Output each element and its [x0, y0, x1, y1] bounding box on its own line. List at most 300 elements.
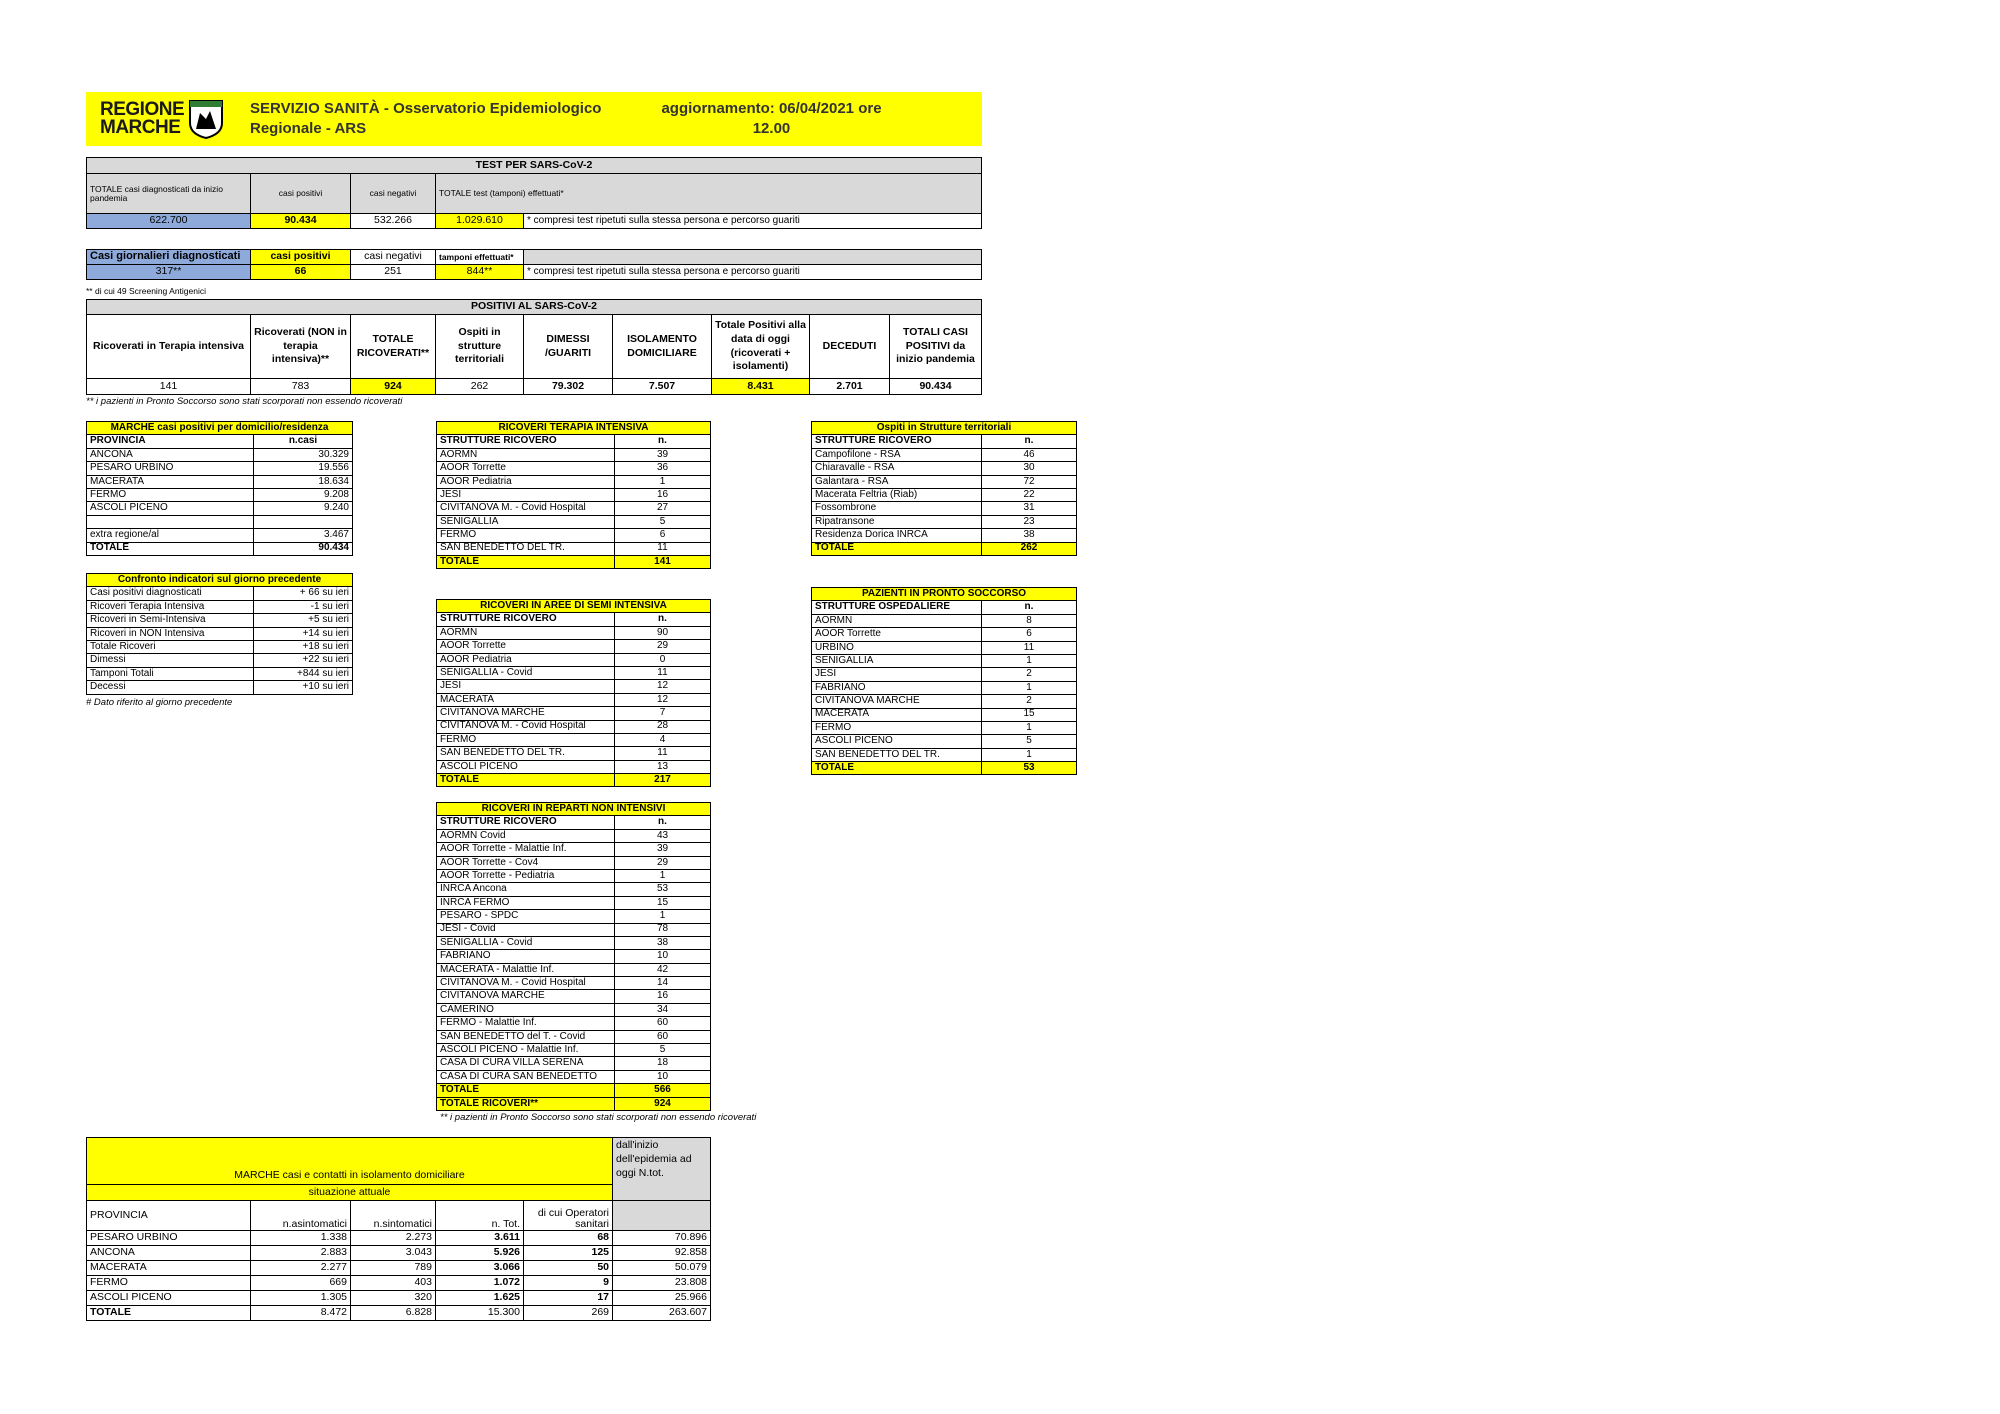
row-value: 5 — [982, 735, 1077, 748]
iso-h-prov: PROVINCIA — [87, 1201, 251, 1231]
row-value: 3.467 — [254, 529, 353, 542]
positivi-value: 141 — [87, 379, 251, 395]
daily-note: * compresi test ripetuti sulla stessa persona e percorso guariti — [524, 265, 982, 280]
list-header: n.casi — [254, 435, 353, 448]
test-title: TEST PER SARS-CoV-2 — [87, 158, 982, 174]
table-row — [87, 681, 353, 694]
row-value: 11 — [615, 747, 711, 760]
row-label: AOOR Pediatria — [437, 653, 615, 666]
nonint-table — [436, 802, 711, 1098]
test-h-neg: casi negativi — [351, 174, 436, 214]
row-label: SENIGALLIA - Covid — [437, 936, 615, 949]
row-value: +14 su ieri — [254, 627, 353, 640]
positivi-value: 924 — [351, 379, 436, 395]
header-title-2: Regionale - ARS — [250, 120, 367, 137]
totric-value: 924 — [615, 1098, 711, 1111]
iso-cell: 70.896 — [613, 1231, 711, 1246]
table-row — [87, 529, 353, 542]
semi-table — [436, 599, 711, 787]
iso-total-cell: 6.828 — [351, 1306, 436, 1321]
table-row — [87, 654, 353, 667]
positivi-title: POSITIVI AL SARS-CoV-2 — [87, 300, 982, 315]
table-row — [437, 829, 711, 842]
iso-cell: 403 — [351, 1276, 436, 1291]
table-row — [437, 1030, 711, 1043]
iso-table — [86, 1137, 711, 1321]
table-row — [437, 950, 711, 963]
iso-h-sin: n.sintomatici — [351, 1201, 436, 1231]
iso-cell: 125 — [524, 1246, 613, 1261]
row-value: 11 — [982, 641, 1077, 654]
row-value: 60 — [615, 1030, 711, 1043]
table-row — [437, 1017, 711, 1030]
row-label: Chiaravalle - RSA — [812, 462, 982, 475]
table-row — [437, 542, 711, 555]
logo-text-1: REGIONE — [100, 98, 185, 120]
table-row — [437, 693, 711, 706]
table-row — [87, 475, 353, 488]
row-value: 9.240 — [254, 502, 353, 515]
row-value: +18 su ieri — [254, 640, 353, 653]
row-label: AOOR Torrette — [437, 462, 615, 475]
table-row — [87, 1276, 711, 1291]
list-header: STRUTTURE RICOVERO — [437, 816, 615, 829]
table-row — [812, 695, 1077, 708]
daily-h-empty — [524, 250, 982, 265]
table-row — [437, 515, 711, 528]
iso-cell: 17 — [524, 1291, 613, 1306]
row-label: FERMO — [812, 721, 982, 734]
table-row — [437, 990, 711, 1003]
table-row — [87, 1291, 711, 1306]
row-value: 29 — [615, 640, 711, 653]
row-value: 18 — [615, 1057, 711, 1070]
row-value: 1 — [982, 681, 1077, 694]
row-label: ANCONA — [87, 448, 254, 461]
table-row — [87, 1246, 711, 1261]
row-label: AORMN — [812, 614, 982, 627]
table-row — [812, 614, 1077, 627]
table-row — [812, 748, 1077, 761]
row-value: 13 — [615, 760, 711, 773]
table-row — [437, 747, 711, 760]
iso-cell: 1.338 — [251, 1231, 351, 1246]
table-row — [437, 923, 711, 936]
row-value: 36 — [615, 462, 711, 475]
row-value: 15 — [982, 708, 1077, 721]
table-row — [812, 529, 1077, 542]
list-header: STRUTTURE RICOVERO — [437, 435, 615, 448]
test-v-total: 622.700 — [87, 214, 251, 229]
daily-h-tamp: tamponi effettuati* — [436, 250, 524, 265]
row-value: 0 — [615, 653, 711, 666]
row-label: MACERATA — [437, 693, 615, 706]
positivi-header: Ricoverati (NON in terapia intensiva)** — [251, 315, 351, 379]
row-value: 5 — [615, 1044, 711, 1057]
iso-cell: 23.808 — [613, 1276, 711, 1291]
table-row — [437, 733, 711, 746]
iso-cell: 5.926 — [436, 1246, 524, 1261]
row-value: 2 — [982, 668, 1077, 681]
test-h-total: TOTALE casi diagnosticati da inizio pandemia — [87, 174, 251, 214]
positivi-value: 8.431 — [712, 379, 810, 395]
daily-h-label: Casi giornalieri diagnosticati — [87, 250, 251, 265]
table-row — [87, 488, 353, 501]
row-value: 28 — [615, 720, 711, 733]
table-row — [437, 760, 711, 773]
row-label: Campofilone - RSA — [812, 448, 982, 461]
total-label: TOTALE — [437, 1084, 615, 1097]
positivi-header: Ricoverati in Terapia intensiva — [87, 315, 251, 379]
table-row — [437, 475, 711, 488]
row-label: JESI — [812, 668, 982, 681]
row-value: 16 — [615, 488, 711, 501]
row-value: 31 — [982, 502, 1077, 515]
table-row — [437, 1003, 711, 1016]
list-title: Ospiti in Strutture territoriali — [812, 422, 1077, 435]
list-header: n. — [615, 435, 711, 448]
positivi-value: 2.701 — [810, 379, 890, 395]
table-row — [812, 448, 1077, 461]
total-value: 262 — [982, 542, 1077, 555]
table-row — [437, 462, 711, 475]
row-label: AOOR Torrette — [812, 628, 982, 641]
table-row — [87, 600, 353, 613]
list-title: RICOVERI IN AREE DI SEMI INTENSIVA — [437, 600, 711, 613]
daily-v-pos: 66 — [251, 265, 351, 280]
table-row — [87, 1231, 711, 1246]
positivi-header: ISOLAMENTO DOMICILIARE — [613, 315, 712, 379]
table-row — [87, 640, 353, 653]
row-value: 22 — [982, 488, 1077, 501]
iso-cell: 1.625 — [436, 1291, 524, 1306]
table-row — [437, 448, 711, 461]
row-label: Dimessi — [87, 654, 254, 667]
row-value: 10 — [615, 950, 711, 963]
table-row — [87, 627, 353, 640]
row-label: PESARO - SPDC — [437, 910, 615, 923]
iso-title: MARCHE casi e contatti in isolamento domiciliare — [87, 1138, 613, 1185]
row-label: AORMN Covid — [437, 829, 615, 842]
row-label: JESI — [437, 488, 615, 501]
iso-cell: 320 — [351, 1291, 436, 1306]
row-label: AOOR Pediatria — [437, 475, 615, 488]
table-row — [812, 475, 1077, 488]
row-value: 34 — [615, 1003, 711, 1016]
positivi-table — [86, 299, 982, 395]
row-label: Macerata Feltria (Riab) — [812, 488, 982, 501]
row-value: 38 — [982, 529, 1077, 542]
daily-h-neg: casi negativi — [351, 250, 436, 265]
row-value: 10 — [615, 1070, 711, 1083]
total-value: 217 — [615, 774, 711, 787]
test-table — [86, 157, 982, 229]
table-row — [87, 1261, 711, 1276]
iso-cell: 3.066 — [436, 1261, 524, 1276]
test-h-pos: casi positivi — [251, 174, 351, 214]
row-value: 12 — [615, 693, 711, 706]
iso-cell: 92.858 — [613, 1246, 711, 1261]
positivi-header: DECEDUTI — [810, 315, 890, 379]
row-label: Totale Ricoveri — [87, 640, 254, 653]
row-label: FABRIANO — [812, 681, 982, 694]
row-label: CIVITANOVA M. - Covid Hospital — [437, 977, 615, 990]
table-row — [812, 708, 1077, 721]
table-row — [812, 654, 1077, 667]
total-label: TOTALE — [437, 555, 615, 568]
row-label: Tamponi Totali — [87, 667, 254, 680]
iso-h-op: di cui Operatori sanitari — [524, 1201, 613, 1231]
table-row — [87, 502, 353, 515]
ps-table — [811, 587, 1077, 775]
row-value: 5 — [615, 515, 711, 528]
row-label: JESI — [437, 680, 615, 693]
positivi-header: TOTALI CASI POSITIVI da inizio pandemia — [890, 315, 982, 379]
row-value: 19.556 — [254, 462, 353, 475]
iso-cell: 50.079 — [613, 1261, 711, 1276]
iso-sub: situazione attuale — [87, 1185, 613, 1201]
row-label: ASCOLI PICENO — [812, 735, 982, 748]
table-row — [437, 1070, 711, 1083]
table-row — [437, 856, 711, 869]
iso-total-cell: 269 — [524, 1306, 613, 1321]
iso-cell: 9 — [524, 1276, 613, 1291]
row-label: Ripatransone — [812, 515, 982, 528]
confronto-note: # Dato riferito al giorno precedente — [86, 697, 233, 708]
row-label: Residenza Dorica INRCA — [812, 529, 982, 542]
table-row — [87, 462, 353, 475]
row-label: Decessi — [87, 681, 254, 694]
table-row — [87, 614, 353, 627]
daily-v-neg: 251 — [351, 265, 436, 280]
row-label: ASCOLI PICENO - Malattie Inf. — [437, 1044, 615, 1057]
iso-cell: 1.072 — [436, 1276, 524, 1291]
row-value: 72 — [982, 475, 1077, 488]
row-value: 15 — [615, 896, 711, 909]
row-value: 11 — [615, 542, 711, 555]
row-label: Ricoveri in Semi-Intensiva — [87, 614, 254, 627]
table-row — [437, 488, 711, 501]
iso-cell: 669 — [251, 1276, 351, 1291]
row-label: AOOR Torrette — [437, 640, 615, 653]
daily-v-tamp: 844** — [436, 265, 524, 280]
positivi-value: 79.302 — [524, 379, 613, 395]
confronto-table — [86, 573, 353, 695]
iso-cell: 1.305 — [251, 1291, 351, 1306]
row-label: ASCOLI PICENO — [437, 760, 615, 773]
table-row — [437, 963, 711, 976]
table-row — [812, 681, 1077, 694]
row-label: Casi positivi diagnosticati — [87, 587, 254, 600]
table-row — [437, 707, 711, 720]
row-value: 39 — [615, 448, 711, 461]
row-label — [87, 515, 254, 528]
table-row — [87, 515, 353, 528]
table-row — [437, 883, 711, 896]
table-row — [812, 488, 1077, 501]
iso-cell: 25.966 — [613, 1291, 711, 1306]
row-label: JESI - Covid — [437, 923, 615, 936]
list-title: RICOVERI TERAPIA INTENSIVA — [437, 422, 711, 435]
row-value: 1 — [615, 869, 711, 882]
row-label: CAMERINO — [437, 1003, 615, 1016]
positivi-value: 783 — [251, 379, 351, 395]
row-value: +844 su ieri — [254, 667, 353, 680]
row-value: 2 — [982, 695, 1077, 708]
table-row — [437, 626, 711, 639]
table-row — [812, 721, 1077, 734]
test-v-pos: 90.434 — [251, 214, 351, 229]
iso-h-asin: n.asintomatici — [251, 1201, 351, 1231]
row-label: CIVITANOVA M. - Covid Hospital — [437, 720, 615, 733]
total-label: TOTALE — [812, 762, 982, 775]
table-row — [437, 720, 711, 733]
test-h-tamp: TOTALE test (tamponi) effettuati* — [436, 174, 982, 214]
row-label: SENIGALLIA — [437, 515, 615, 528]
row-value: +5 su ieri — [254, 614, 353, 627]
row-label: extra regione/al — [87, 529, 254, 542]
row-value: 30 — [982, 462, 1077, 475]
row-value: 1 — [615, 910, 711, 923]
list-header: n. — [982, 601, 1077, 614]
row-label: SENIGALLIA - Covid — [437, 666, 615, 679]
total-label: TOTALE — [437, 774, 615, 787]
header-title-1: SERVIZIO SANITÀ - Osservatorio Epidemiologico — [250, 99, 602, 117]
row-value: 1 — [982, 654, 1077, 667]
row-label: FERMO — [437, 733, 615, 746]
list-header: STRUTTURE RICOVERO — [812, 435, 982, 448]
list-header: n. — [615, 816, 711, 829]
total-value: 90.434 — [254, 542, 353, 555]
row-label: INRCA Ancona — [437, 883, 615, 896]
table-row — [437, 910, 711, 923]
iso-cell: MACERATA — [87, 1261, 251, 1276]
row-value: 11 — [615, 666, 711, 679]
iso-cell: PESARO URBINO — [87, 1231, 251, 1246]
row-label: MACERATA - Malattie Inf. — [437, 963, 615, 976]
row-label: FERMO — [87, 488, 254, 501]
row-label: Fossombrone — [812, 502, 982, 515]
table-row — [437, 977, 711, 990]
row-value: 1 — [982, 748, 1077, 761]
row-label: INRCA FERMO — [437, 896, 615, 909]
row-label: SAN BENEDETTO DEL TR. — [812, 748, 982, 761]
row-label: PESARO URBINO — [87, 462, 254, 475]
row-value: 7 — [615, 707, 711, 720]
iso-total-cell: 8.472 — [251, 1306, 351, 1321]
total-value: 141 — [615, 555, 711, 568]
positivi-value: 7.507 — [613, 379, 712, 395]
row-value: 6 — [615, 529, 711, 542]
positivi-note: ** i pazienti in Pronto Soccorso sono stati scorporati non essendo ricoverati — [86, 396, 403, 407]
row-label: URBINO — [812, 641, 982, 654]
row-label: CIVITANOVA M. - Covid Hospital — [437, 502, 615, 515]
table-row — [437, 936, 711, 949]
table-row — [437, 896, 711, 909]
table-row — [437, 869, 711, 882]
row-label: SAN BENEDETTO DEL TR. — [437, 747, 615, 760]
iso-cell: ASCOLI PICENO — [87, 1291, 251, 1306]
row-value: 27 — [615, 502, 711, 515]
row-value: 42 — [615, 963, 711, 976]
test-v-neg: 532.266 — [351, 214, 436, 229]
row-label: AOOR Torrette - Cov4 — [437, 856, 615, 869]
row-value: 8 — [982, 614, 1077, 627]
table-row — [87, 587, 353, 600]
row-label: CASA DI CURA VILLA SERENA — [437, 1057, 615, 1070]
row-value: -1 su ieri — [254, 600, 353, 613]
total-label: TOTALE — [812, 542, 982, 555]
row-label: MACERATA — [87, 475, 254, 488]
list-header: n. — [615, 613, 711, 626]
total-value: 566 — [615, 1084, 711, 1097]
list-title: RICOVERI IN REPARTI NON INTENSIVI — [437, 803, 711, 816]
iso-total-cell: TOTALE — [87, 1306, 251, 1321]
iso-cell: 68 — [524, 1231, 613, 1246]
test-v-tamp: 1.029.610 — [436, 214, 524, 229]
row-label: SENIGALLIA — [812, 654, 982, 667]
totric-table — [436, 1097, 711, 1111]
iso-cell: 50 — [524, 1261, 613, 1276]
table-row — [812, 668, 1077, 681]
row-value — [254, 515, 353, 528]
logo-text-2: MARCHE — [100, 117, 181, 138]
positivi-header: DIMESSI /GUARITI — [524, 315, 613, 379]
daily-table — [86, 249, 982, 280]
ospiti-table — [811, 421, 1077, 556]
row-label: FERMO — [437, 529, 615, 542]
iso-cell: 2.273 — [351, 1231, 436, 1246]
update-line-1: aggiornamento: 06/04/2021 ore — [661, 99, 882, 117]
row-value: +22 su ieri — [254, 654, 353, 667]
row-value: 14 — [615, 977, 711, 990]
row-label: CASA DI CURA SAN BENEDETTO — [437, 1070, 615, 1083]
iso-cell: ANCONA — [87, 1246, 251, 1261]
iso-cell: 789 — [351, 1261, 436, 1276]
row-label: FERMO - Malattie Inf. — [437, 1017, 615, 1030]
iso-cell: 3.043 — [351, 1246, 436, 1261]
header-bar — [86, 92, 982, 146]
list-header: STRUTTURE OSPEDALIERE — [812, 601, 982, 614]
row-label: FABRIANO — [437, 950, 615, 963]
table-row — [437, 666, 711, 679]
iso-cell: 3.611 — [436, 1231, 524, 1246]
table-row — [437, 529, 711, 542]
table-row — [812, 462, 1077, 475]
daily-h-pos: casi positivi — [251, 250, 351, 265]
table-row — [87, 448, 353, 461]
daily-v-total: 317** — [87, 265, 251, 280]
daily-footnote: ** di cui 49 Screening Antigenici — [86, 286, 207, 296]
table-row — [437, 640, 711, 653]
iso-cell: 2.277 — [251, 1261, 351, 1276]
iso-h-empty — [613, 1201, 711, 1231]
row-value: 9.208 — [254, 488, 353, 501]
row-value: 43 — [615, 829, 711, 842]
row-value: +10 su ieri — [254, 681, 353, 694]
table-row — [437, 653, 711, 666]
row-label: AOOR Torrette - Malattie Inf. — [437, 843, 615, 856]
row-label: Ricoveri Terapia Intensiva — [87, 600, 254, 613]
iso-h-tot: n. Tot. — [436, 1201, 524, 1231]
table-row — [87, 667, 353, 680]
row-label: CIVITANOVA MARCHE — [437, 990, 615, 1003]
positivi-header: Ospiti in strutture territoriali — [436, 315, 524, 379]
list-title: PAZIENTI IN PRONTO SOCCORSO — [812, 588, 1077, 601]
regione-marche-logo — [100, 99, 230, 139]
row-value: 1 — [615, 475, 711, 488]
totric-label: TOTALE RICOVERI** — [437, 1098, 615, 1111]
